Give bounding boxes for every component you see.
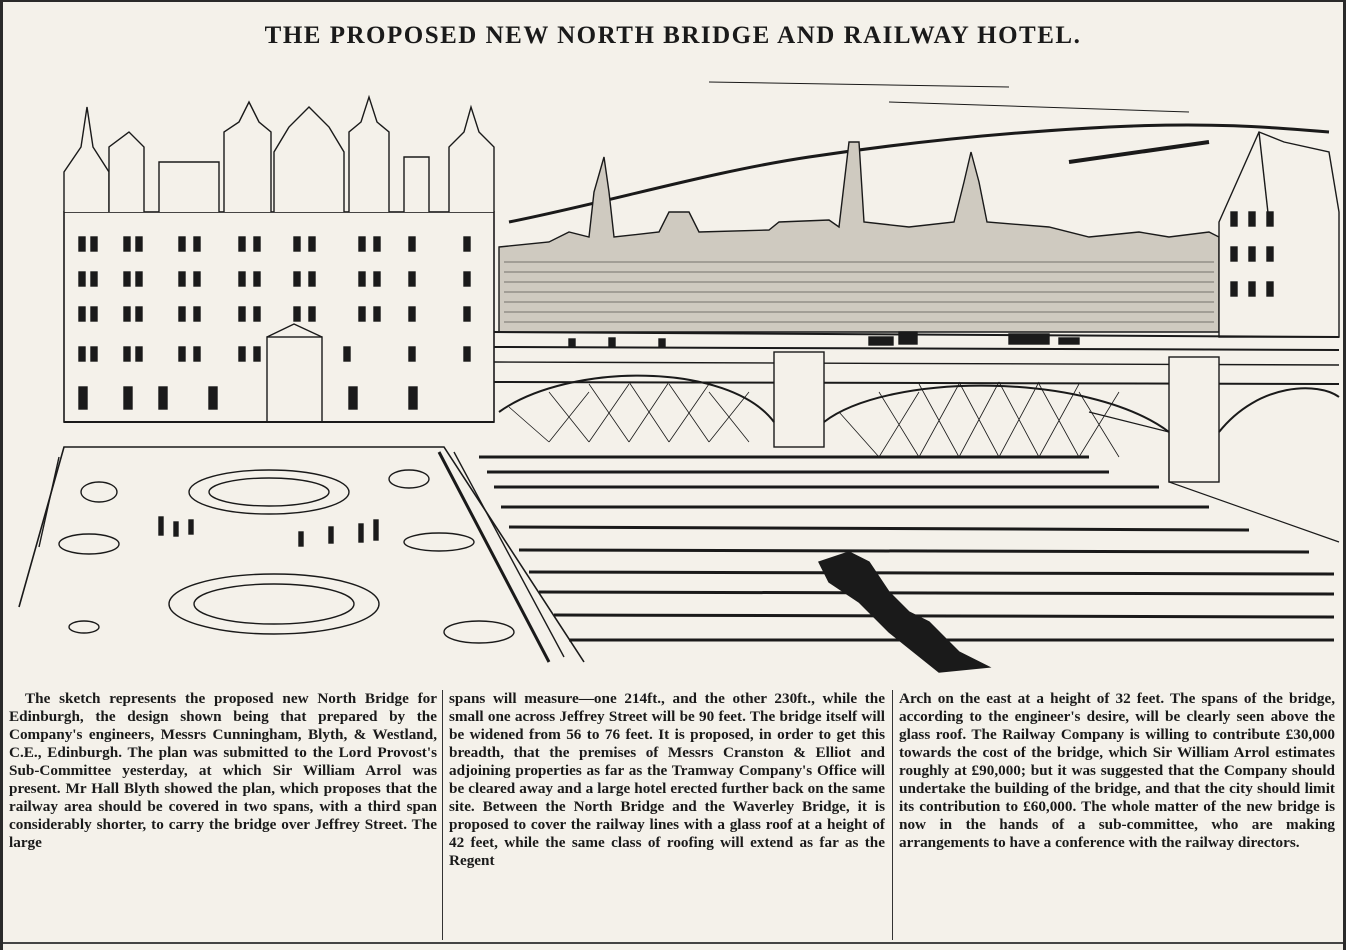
article-body: [3, 690, 1346, 940]
bottom-rule: [3, 942, 1343, 944]
article-column-2: spans will measure—one 214ft., and the other 230ft., while the small one across Jeffrey Street will be 90 feet. The bridge itself will be widened from 56 to 76 feet. It is proposed, in order to get this breadth, that the premises of Messrs Cranston & Elliot and adjoining properties as far as the Tramway Company's Office will be cleared away and a large hotel erected further back on the same site. Between the North Bridge and the Waverley Bridge, it is proposed to cover the railway lines with a glass roof at a height of 42 feet, while the same class of roofing will extend as far as the Regent: [449, 690, 885, 869]
article-column-1: The sketch represents the proposed new North Bridge for Edinburgh, the design shown being that prepared by the Company's engineers, Messrs Cunningham, Blyth, & Westland, C.E., Edinburgh. The plan was submitted to the Lord Provost's Sub-Committee yesterday, at which Sir William Arrol was present. Mr Hall Blyth showed the plan, which proposes that the railway area should be covered in two spans, with a third span considerably shorter, to carry the bridge over Jeffrey Street. The large: [9, 690, 437, 851]
headline: THE PROPOSED NEW NORTH BRIDGE AND RAILWAY HOTEL.: [264, 22, 1082, 49]
bridge-hotel-engraving: [9, 62, 1341, 687]
article-column-3: Arch on the east at a height of 32 feet. The spans of the bridge, according to the engineer's desire, will be clearly seen above the glass roof. The Railway Company is willing to contribute £30,000 towards the cost of the bridge, which Sir William Arrol estimates roughly at £90,000; but it was suggested that the Company should undertake the building of the bridge, and that the city should limit its contribution to £60,000. The whole matter of the new bridge is now in the hands of a sub-committee, who are making arrangements to have a conference with the railway directors.: [899, 690, 1335, 851]
